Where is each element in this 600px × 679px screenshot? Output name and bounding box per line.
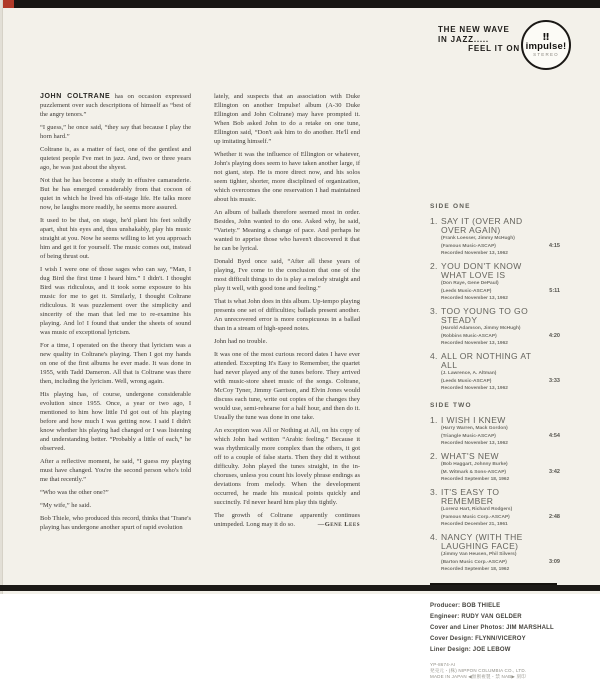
impulse-wordmark: impulse! [525, 40, 567, 52]
author-byline: —Gene Lees [317, 521, 360, 528]
credit-cover-design: Cover Design: FLYNN/VICEROY [430, 636, 526, 642]
side-one-section [430, 203, 560, 392]
track-recording-date: Recorded December 21, 1961 [441, 522, 508, 527]
track-writers: (J. Lawrence, A. Altman) [441, 371, 497, 376]
track-duration: 5:11 [549, 288, 560, 294]
track-number: 1. [430, 415, 438, 425]
liner-paragraph: It was one of the most curious record dates I have ever attended. Excepting It's Easy to Remember, the quartet had never played any of the tunes before. They arrived with music-store sheet music of the songs. Coltrane, McCoy Tyner, Jimmy Garrison, and Elvin Jones would discuss each tune, write out copies of the changes they would use, semi-rehearse for a half hour, and then do it. Usually the tune was done in one take. [214, 351, 360, 421]
track-number: 3. [430, 487, 438, 497]
track-writers: (Frank Loesser, Jimmy McHugh) [441, 236, 515, 241]
track-duration: 4:54 [548, 433, 560, 439]
liner-paragraph: That is what John does in this album. Up-tempo playing presents one set of difficulties; ballads present another. An unrecovered error is more conspicuous in a ballad than in a stream of high-speed notes. [214, 298, 360, 332]
masthead-line-3: FEEL IT ON [468, 44, 520, 53]
liner-paragraph: “My wife,” he said. [40, 502, 92, 509]
track-item [430, 217, 560, 257]
track-duration: 3:42 [548, 469, 560, 475]
liner-paragraph: After a reflective moment, he said, “I guess my playing must have changed. You're the second person who's told me that recently.” [40, 458, 191, 483]
track-duration: 2:48 [548, 514, 560, 520]
liner-paragraph: His playing has, of course, undergone considerable evolution since 1955. Once, a year or two ago, I mentioned to him how little I'd got out of his playing before and how much I was getting now. I said I didn't know whether his playing had changed or I was listening and understanding better. “Probably a little of each,” he observed. [40, 391, 191, 452]
track-number: 2. [430, 451, 438, 461]
credit-photos: Cover and Liner Photos: JIM MARSHALL [430, 625, 554, 631]
track-item [430, 262, 560, 302]
track-publisher: (Robbins Music-ASCAP) [441, 334, 497, 339]
track-item [430, 307, 560, 347]
track-item [430, 533, 560, 573]
track-publisher: (Famous Music-ASCAP) [441, 244, 496, 249]
liner-paragraph: “I guess,” he once said, “they say that because I play the horn hard.” [40, 124, 191, 140]
track-title: I WISH I KNEW [441, 415, 506, 425]
track-writers: (Don Raye, Gene DePaul) [441, 281, 499, 286]
track-writers: (Jimmy Van Heusen, Phil Silvers) [441, 552, 517, 557]
track-number: 3. [430, 306, 438, 316]
credit-engineer: Engineer: RUDY VAN GELDER [430, 614, 522, 620]
liner-paragraph: An album of ballads therefore seemed most in order. Besides, John wanted to do one. Asked why, he said, “Variety.” Meaning a change of pace. And perhaps he wanted to apprise those who haven't discovered it that he can be lyrical. [214, 209, 360, 252]
liner-paragraph: Not that he has become a study in effusive camaraderie. But he has emerged considerably from that cocoon of quiet in which he lived his off-stage life. He talks more now, he laughs more readily, he seems more assured. [40, 177, 191, 211]
track-item [430, 416, 560, 447]
top-edge-bar [0, 0, 600, 8]
bottom-edge-bar [0, 585, 600, 591]
track-writers: (Bob Haggart, Johnny Burke) [441, 462, 508, 467]
track-item [430, 488, 560, 528]
track-title: SAY IT (OVER AND OVER AGAIN) [441, 216, 523, 235]
track-recording-date: Recorded November 13, 1962 [441, 386, 508, 391]
track-recording-date: Recorded November 13, 1962 [441, 296, 508, 301]
track-publisher: (Barton Music Corp.-ASCAP) [441, 560, 507, 565]
liner-notes [40, 92, 360, 536]
track-writers: (Harold Adamson, Jimmy McHugh) [441, 326, 521, 331]
credit-producer: Producer: BOB THIELE [430, 603, 501, 609]
track-number: 4. [430, 532, 438, 542]
catalog-made-in: MADE IN JAPAN ◀無断複製・禁 NAB▶ 刻印 [430, 673, 526, 679]
track-writers: (Harry Warren, Mack Gordon) [441, 426, 508, 431]
liner-paragraph: An exception was All or Nothing at All, on his copy of which John had written “Arabic feeling.” Because it was rhythmically more complex than the others, it got off to a couple of false starts. Then they did it without difficulty. John played the tunes straight, in the in-choruses, unless you count his lovely phrase endings as deviations from melody. When the development occurred, he made his musical points quickly and succinctly. I'd never heard him play this tightly. [214, 427, 360, 506]
track-number: 4. [430, 351, 438, 361]
liner-paragraph: Bob Thiele, who produced this record, thinks that 'Trane's playing has undergone another spurt of rapid evolution [40, 515, 191, 531]
track-duration: 4:15 [548, 243, 560, 249]
liner-paragraph: I wish I were one of those sages who can say, “Man, I dug Bird the first time I heard him.” I didn't. I thought Bird was ridiculous, and it took some exposure to his music for me to get it. Similarly, I thought Coltrane ridiculous. It was puzzlement over the simplicity and sincerity of the man that led me to re-examine his playing. And lo! I found that under the sheets of sound was music of exceptional lyricism. [40, 266, 191, 336]
track-item [430, 352, 560, 392]
masthead-line-1: THE NEW WAVE [438, 25, 510, 34]
author-lead-in: JOHN COLTRANE [40, 93, 111, 100]
closing-paragraph [214, 511, 360, 529]
liner-paragraph: “Who was the other one?” [40, 489, 109, 496]
track-recording-date: Recorded November 13, 1962 [441, 251, 508, 256]
credit-liner-design: Liner Design: JOE LEBOW [430, 647, 511, 653]
track-publisher: (M. Witmark & Sons-ASCAP) [441, 470, 506, 475]
side-one-header: SIDE ONE [430, 203, 471, 210]
credits-block [430, 601, 560, 656]
track-publisher: (Leeds Music-ASCAP) [441, 289, 492, 294]
track-title: WHAT'S NEW [441, 451, 499, 461]
liner-paragraph [40, 92, 191, 119]
track-title: YOU DON'T KNOW WHAT LOVE IS [441, 261, 522, 280]
track-publisher: (Triangle Music-ASCAP) [441, 434, 496, 439]
track-publisher: (Famous Music Corp.-ASCAP) [441, 515, 510, 520]
liner-paragraph: Whether it was the influence of Ellington or whatever, John's playing does seem to have taken another large, if not giant, step. He is more direct now, and his solos seem tighter, shorter, more disciplined of organization, which overcomes the one reservation I had maintained about his music. [214, 151, 360, 203]
track-item [430, 452, 560, 483]
side-two-header: SIDE TWO [430, 402, 472, 409]
track-recording-date: Recorded November 13, 1962 [441, 341, 508, 346]
liner-paragraph: It used to be that, on stage, he'd plant his feet solidly apart, shut his eyes and, thus unshakably, play his music straight at you. Now he seems willing to let you approach him and get it for yourself. The music comes out, instead of being thrust out. [40, 217, 191, 260]
track-title: IT'S EASY TO REMEMBER [441, 487, 500, 506]
tracklist-sidebar [430, 203, 560, 679]
track-publisher: (Leeds Music-ASCAP) [441, 379, 492, 384]
liner-paragraph-text: has on occasion expressed puzzlement over such descriptions of himself as “best of the angry tenors.” [40, 93, 192, 118]
stereo-label: STEREO [533, 51, 559, 57]
track-duration: 3:09 [548, 559, 560, 565]
track-title: ALL OR NOTHING AT ALL [441, 351, 532, 370]
masthead-line-2: IN JAZZ..... [438, 34, 489, 44]
closing-text: The growth of Coltrane apparently continues unimpeded. Long may it do so. [214, 512, 360, 528]
track-title: TOO YOUNG TO GO STEADY [441, 306, 529, 325]
catalog-number: YP-8674-AI [430, 662, 456, 667]
liner-paragraph: For a time, I operated on the theory that lyricism was a new quality in Coltrane's playing. Then I got my hands on one of the first albums he ever made. It was done in 1955, with Tadd Dameron. All that is Coltrane was there then, including the lyricism. Well, wrong again. [40, 342, 191, 385]
left-edge-shading [0, 0, 3, 594]
impulse-logo [521, 20, 571, 70]
liner-paragraph: Donald Byrd once said, “After all these years of playing, I've come to the conclusion that one of the most difficult things to do is play a melody straight and play it well, with good tone and feeling.” [214, 258, 360, 292]
track-number: 2. [430, 261, 438, 271]
masthead [438, 25, 520, 54]
catalog-publisher: 発売元・(株) NIPPON COLUMBIA CO., LTD. [430, 667, 527, 673]
track-number: 1. [430, 216, 438, 226]
track-recording-date: Recorded November 13, 1962 [441, 441, 508, 446]
track-recording-date: Recorded September 18, 1962 [441, 567, 510, 572]
side-two-section [430, 402, 560, 573]
liner-notes-left-column [40, 92, 191, 536]
double-exclamation-icon: ‼ [542, 31, 550, 43]
catalog-block [430, 662, 560, 679]
liner-paragraph: Coltrane is, as a matter of fact, one of the gentlest and quietest people I've met in jazz. And, two or three years ago, he was just about the shyest. [40, 146, 191, 171]
track-duration: 3:33 [548, 378, 560, 384]
track-writers: (Lorenz Hart, Richard Rodgers) [441, 507, 513, 512]
liner-paragraph: lately, and suspects that an association with Duke Ellington on another Impulse! album (A-30 Duke Ellington and John Coltrane) may have prompted it. When Bob asked John to do a retake on one tune, Ellington said, “Don't ask him to do another. He'll end up imitating himself.” [214, 93, 360, 145]
liner-notes-right-column [214, 92, 360, 536]
track-recording-date: Recorded September 18, 1962 [441, 477, 510, 482]
liner-paragraph: John had no trouble. [214, 338, 268, 345]
track-duration: 4:20 [548, 333, 560, 339]
track-title: NANCY (WITH THE LAUGHING FACE) [441, 532, 523, 551]
